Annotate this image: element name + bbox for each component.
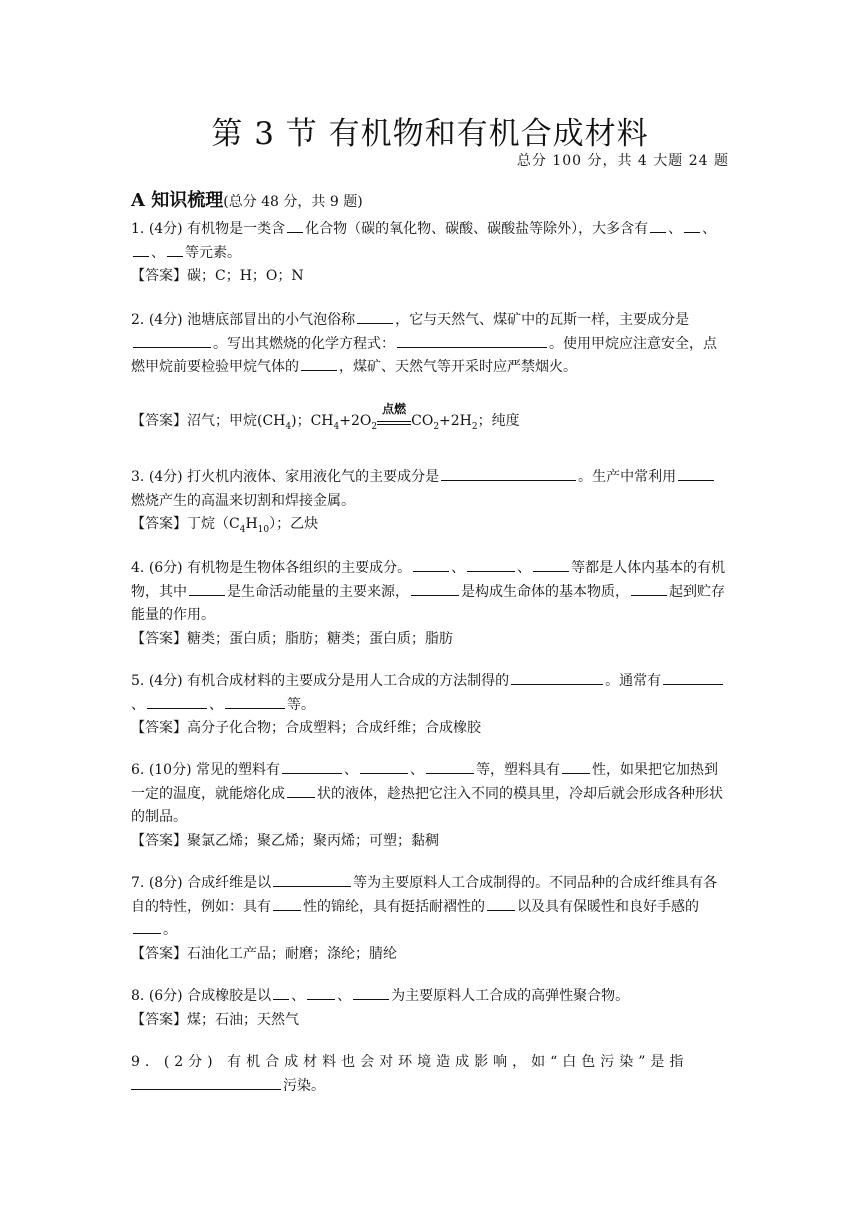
question-text: 、 (344, 762, 359, 778)
answer-blank[interactable] (167, 242, 183, 257)
question-text: 、 (151, 244, 165, 261)
answer-blank[interactable] (273, 985, 289, 1000)
answer-blank[interactable] (147, 694, 207, 709)
question-text: 。 (163, 922, 177, 938)
question-text: 性的锦纶，具有挺括耐褶性的 (303, 898, 485, 915)
answer-blank[interactable] (273, 896, 301, 911)
question-text: 、 (410, 762, 425, 778)
question-text: 、 (337, 988, 352, 1004)
answer-line: 【答案】高分子化合物；合成塑料；合成纤维；合成橡胶 (131, 720, 481, 736)
answer-blank[interactable] (287, 783, 315, 798)
answer-blank[interactable] (357, 309, 393, 324)
question-5 (131, 670, 729, 741)
answer-blank[interactable] (225, 694, 285, 709)
answer-blank[interactable] (678, 466, 714, 481)
question-text: 等为主要原料人工合成制得的。不同品种的合成纤维具有各自的特性，例如：具有 (131, 875, 718, 915)
question-text: ，它与天然气、煤矿中的瓦斯一样，主要成分是 (395, 312, 690, 328)
question-text: 、 (668, 221, 683, 237)
answer-blank[interactable] (307, 985, 335, 1000)
question-text: 、 (291, 988, 306, 1004)
question-number: 8. (131, 988, 145, 1004)
question-score: (4分) (148, 221, 183, 237)
question-1 (131, 218, 729, 289)
question-text: 等元素。 (185, 244, 241, 261)
question-text: 等。 (287, 696, 315, 713)
question-text: 常见的塑料有 (196, 762, 281, 778)
question-text: 、 (209, 696, 223, 713)
section-heading (131, 186, 363, 212)
reaction-condition: 点燃 (377, 412, 411, 425)
question-score: (10分) (148, 762, 192, 778)
answer-blank[interactable] (353, 985, 389, 1000)
answer-blank[interactable] (426, 759, 474, 774)
question-text: 打火机内液体、家用液化气的主要成分是 (187, 469, 440, 485)
answer-blank[interactable] (287, 218, 303, 233)
answer-blank[interactable] (189, 581, 225, 596)
question-text: 性，如果把它加热到一定的温度，就能熔化成 (131, 762, 719, 802)
question-score: (4分) (148, 673, 183, 689)
question-text: 是构成生命体的基本物质， (461, 583, 629, 600)
question-text: 。写出其燃烧的化学方程式： (213, 335, 395, 352)
question-text: 有机物是生物体各组织的主要成分。 (187, 560, 412, 576)
answer-blank[interactable] (133, 333, 211, 348)
answer-blank[interactable] (631, 581, 667, 596)
question-text: 。生产中常利用 (578, 469, 677, 485)
question-8 (131, 985, 729, 1032)
section-label: A 知识梳理 (131, 190, 224, 211)
answer-line: 【答案】聚氯乙烯；聚乙烯；聚丙烯；可塑；黏稠 (131, 832, 439, 849)
question-9 (131, 1051, 729, 1098)
answer-blank[interactable] (487, 896, 515, 911)
answer-blank[interactable] (301, 356, 337, 371)
question-number: 4. (131, 560, 145, 576)
answer-line: 【答案】糖类；蛋白质；脂肪；糖类；蛋白质；脂肪 (131, 630, 453, 647)
question-text: 起到贮存能量的作用。 (131, 583, 725, 623)
question-number: 5. (131, 673, 145, 689)
answer-line: 【答案】煤；石油；天然气 (131, 1011, 299, 1028)
question-score: (4分) (148, 469, 183, 485)
question-text: 有机物是一类含 (187, 221, 286, 237)
question-6 (131, 759, 729, 853)
question-text: 合成橡胶是以 (187, 988, 272, 1004)
answer-line: 【答案】石油化工产品；耐磨；涤纶；腈纶 (131, 945, 397, 962)
question-score: (2分) (163, 1054, 218, 1070)
question-number: 2. (131, 312, 145, 328)
page-title: 第 3 节 有机物和有机合成材料 (211, 116, 649, 152)
answer-line: 【答案】碳；C；H；O；N (131, 268, 304, 284)
question-text: 、 (131, 696, 145, 713)
answer-line: 【答案】丁烷$(C_4H_{10})$；乙炔 (131, 516, 319, 535)
answer-blank[interactable] (650, 218, 666, 233)
answer-blank[interactable] (533, 557, 569, 572)
question-text: ，煤矿、天然气等开采时应严禁烟火。 (339, 359, 577, 375)
question-3 (131, 466, 729, 542)
question-7 (131, 872, 729, 966)
question-number: 9. (131, 1054, 155, 1070)
question-text: 合成纤维是以 (187, 875, 272, 891)
question-text: 以及具有保暖性和良好手感的 (517, 898, 699, 915)
answer-blank[interactable] (282, 759, 342, 774)
question-text: 是生命活动能量的主要来源， (227, 583, 409, 600)
question-number: 1. (131, 221, 145, 237)
answer-blank[interactable] (133, 242, 149, 257)
answer-blank[interactable] (360, 759, 408, 774)
question-score: (6分) (148, 988, 183, 1004)
question-number: 6. (131, 762, 145, 778)
answer-blank[interactable] (684, 218, 700, 233)
answer-blank[interactable] (273, 872, 351, 887)
answer-blank[interactable] (411, 581, 459, 596)
question-text: 为主要原料人工合成的高弹性聚合物。 (391, 988, 630, 1004)
answer-blank[interactable] (511, 670, 603, 685)
score-summary: 总分 100 分，共 4 大题 24 题 (516, 153, 729, 169)
answer-blank[interactable] (133, 919, 161, 934)
question-text: 污染。 (283, 1077, 325, 1094)
answer-blank[interactable] (562, 759, 590, 774)
question-text: 、 (451, 560, 466, 576)
question-text: 化合物（碳的氧化物、碳酸、碳酸盐等除外），大多含有 (305, 221, 649, 237)
answer-blank[interactable] (413, 557, 449, 572)
answer-blank[interactable] (467, 557, 515, 572)
question-text: 。通常有 (605, 673, 662, 689)
question-text: 有机合成材料也会对环境造成影响，如“白色污染”是指 (227, 1054, 689, 1070)
answer-blank[interactable] (131, 1075, 281, 1090)
question-score: (6分) (148, 560, 183, 576)
question-text: 池塘底部冒出的小气泡俗称 (187, 312, 356, 328)
question-score: (8分) (148, 875, 183, 891)
question-text: 状的液体，趁热把它注入不同的模具里，冷却后就会形成各种形状的制品。 (131, 785, 723, 825)
question-number: 3. (131, 469, 145, 485)
question-text: 燃烧产生的高温来切割和焊接金属。 (131, 492, 355, 509)
answer-line: 【答案】沼气；甲烷$(CH_4)$；$CH_4+2O_2$ 点燃 $CO_2+2H_2$；纯度 (131, 401, 520, 432)
question-4 (131, 557, 729, 651)
question-text: 等，塑料具有 (476, 762, 561, 778)
question-text: 等都是人体内基本的有机物，其中 (131, 560, 726, 600)
question-text: 、 (517, 560, 532, 576)
question-text: 有机合成材料的主要成分是用人工合成的方法制得的 (187, 673, 510, 689)
question-2 (131, 309, 729, 439)
answer-blank[interactable] (441, 466, 576, 481)
question-score: (4分) (148, 312, 183, 328)
question-number: 7. (131, 875, 145, 891)
question-text: 、 (702, 221, 717, 237)
section-sub: (总分 48 分，共 9 题) (223, 194, 363, 210)
answer-blank[interactable] (663, 670, 723, 685)
question-text: 。使用甲烷应注意安全，点燃甲烷前要检验甲烷气体的 (131, 335, 717, 375)
answer-blank[interactable] (397, 333, 547, 348)
